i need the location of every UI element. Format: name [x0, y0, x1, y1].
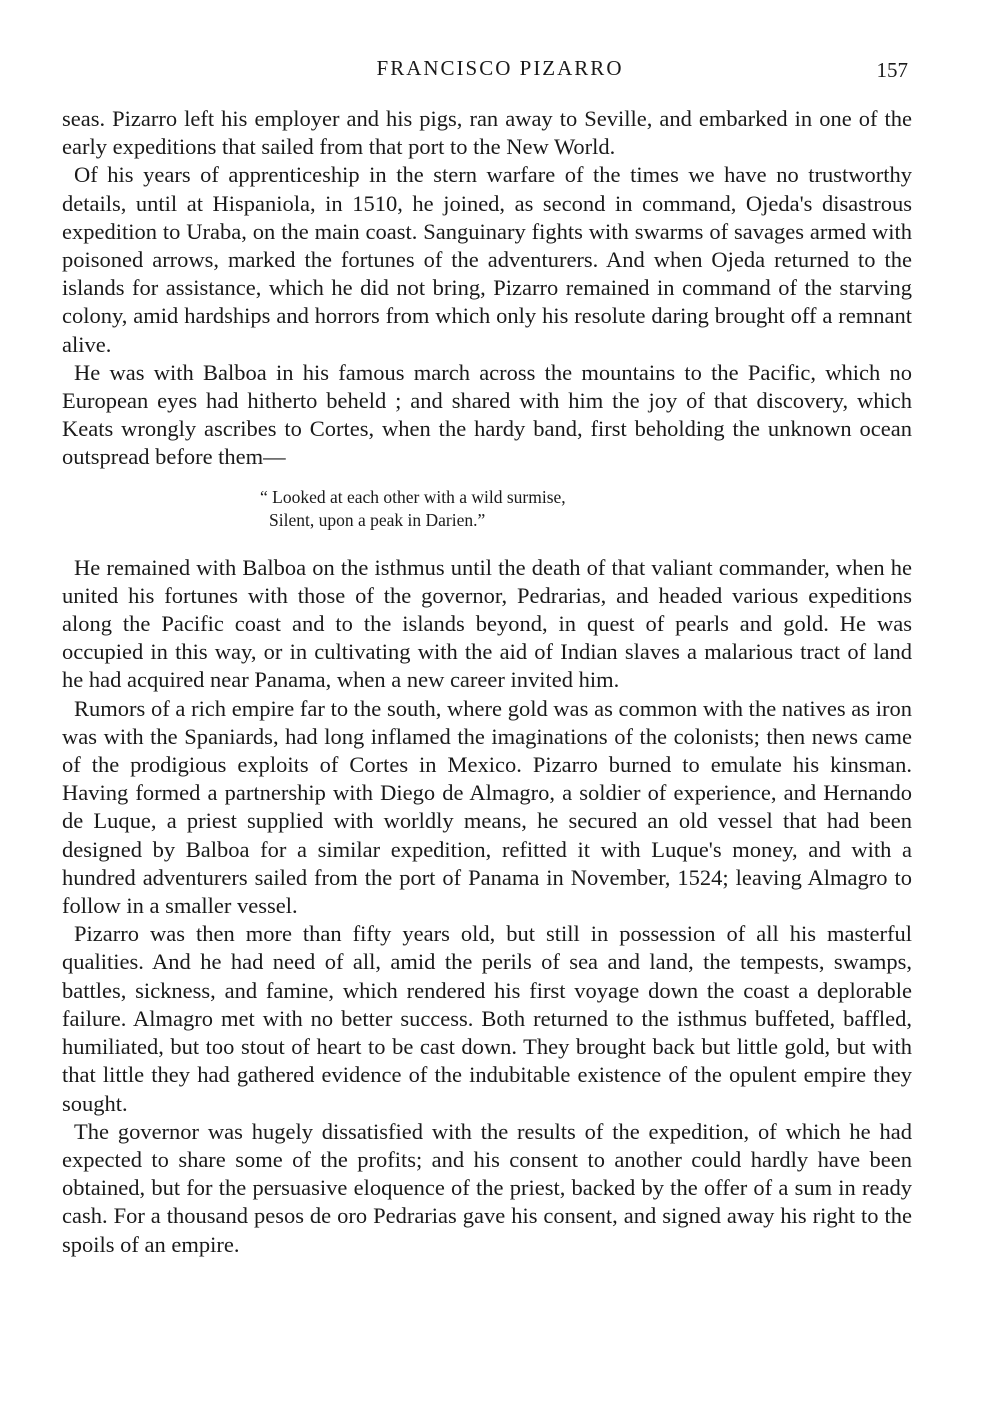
- paragraph-4: He remained with Balboa on the isthmus until the death of that valiant commander, when he united his fortunes with those of the governor, Pedrarias, and headed various expeditions along the Pacific coast and to the islands beyond, in quest of pearls and gold. He was occupied in this way, or in cultivating with the aid of Indian slaves a malarious tract of land he had acquired near Panama, when a new career invited him.: [62, 554, 912, 693]
- chapter-title: FRANCISCO PIZARRO: [376, 56, 624, 80]
- verse-line-2: Silent, upon a peak in Darien.”: [269, 509, 486, 530]
- paragraph-7: The governor was hugely dissatisfied with the results of the expedition, of which he had expected to share some of the profits; and his consent to another could hardly have been obtained, but for the persuasive eloquence of the priest, backed by the offer of a sum in ready cash. For a thousand pesos de oro Pedrarias gave his consent, and signed away his right to the spoils of an empire.: [62, 1118, 912, 1257]
- running-header: [0, 56, 1000, 88]
- paragraph-3: He was with Balboa in his famous march across the mountains to the Pacific, which no European eyes had hitherto beheld ; and shared with him the joy of that discovery, which Keats wrongly ascribes to Cortes, when the hardy band, first beholding the unknown ocean outspread before them—: [62, 359, 912, 470]
- body-text: [62, 105, 912, 1259]
- verse-line-1: “ Looked at each other with a wild surmise,: [260, 486, 566, 507]
- paragraph-6: Pizarro was then more than fifty years old, but still in possession of all his masterful qualities. And he had need of all, amid the perils of sea and land, the tempests, swamps, battles, sickness, and famine, which rendered his first voyage down the coast a deplorable failure. Almagro met with no better success. Both returned to the isthmus buffeted, baffled, humiliated, but too stout of heart to be cast down. They brought back but little gold, but with that little they had gathered evidence of the indubitable existence of the opulent empire they sought.: [62, 921, 912, 1116]
- page-number: 157: [876, 58, 908, 82]
- paragraph-5: Rumors of a rich empire far to the south, where gold was as common with the natives as iron was with the Spaniards, had long inflamed the imaginations of the colonists; then news came of the prodigious exploits of Cortes in Mexico. Pizarro burned to emulate his kinsman. Having formed a partnership with Diego de Almagro, a soldier of experience, and Hernando de Luque, a priest supplied with worldly means, he secured an old vessel that had been designed by Balboa for a similar expedition, refitted it with Luque's money, and with a hundred adventurers sailed from the port of Panama in November, 1524; leaving Almagro to follow in a smaller vessel.: [62, 695, 912, 919]
- verse-quote: [260, 486, 912, 532]
- paragraph-2: Of his years of apprenticeship in the stern warfare of the times we have no trustworthy details, until at Hispaniola, in 1510, he joined, as second in command, Ojeda's disastrous expedition to Uraba, on the main coast. Sanguinary fights with swarms of savages armed with poisoned arrows, marked the fortunes of the adventurers. And when Ojeda returned to the islands for assistance, which he did not bring, Pizarro remained in command of the starving colony, amid hardships and horrors from which only his resolute daring brought off a remnant alive.: [62, 162, 912, 357]
- paragraph-1: seas. Pizarro left his employer and his pigs, ran away to Seville, and embarked in one of the early expeditions that sailed from that port to the New World.: [62, 106, 912, 160]
